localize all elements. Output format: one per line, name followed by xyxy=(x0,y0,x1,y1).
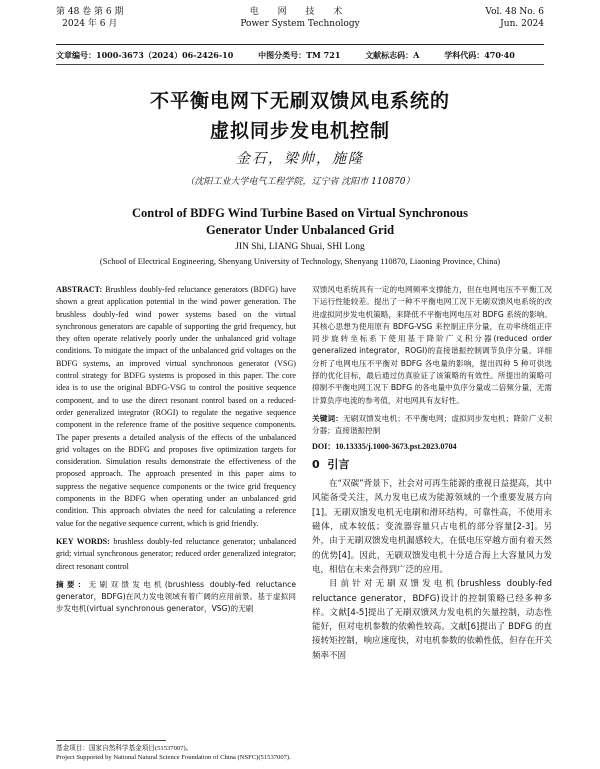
abstract-en xyxy=(56,284,296,530)
keywords-en xyxy=(56,536,296,573)
intro-paragraph-1: 在“双碳”背景下，社会对可再生能源的重视日益提高，其中风能备受关注，风力发电已成为能源领域的一个重要发展方向[1]。无刷双馈发电机无电刷和滑环结构，可靠性高，不使用永磁体，成本较低；变流器容量只占电机的部分容量[2-3]。另外，由于无刷双馈发电机漏感较大，在低电压穿越方面有着天然的优势[4]。因此，无刷双馈发电机十分适合海上大容量风力发电，相信在未来会得到广泛的应用。 xyxy=(312,479,552,575)
journal-name-en: Power System Technology xyxy=(240,19,360,29)
footnote-rule xyxy=(56,740,166,741)
keywords-cn-label: 关键词： xyxy=(312,413,343,423)
right-column xyxy=(312,284,552,663)
header-center xyxy=(56,6,544,30)
date-cn: 2024 年 6 月 xyxy=(62,19,118,29)
title-cn-line2: 虚拟同步发电机控制 xyxy=(209,120,390,142)
header-rule xyxy=(56,44,544,45)
funding-cn: 基金项目：国家自然科学基金项目(51537007)。 xyxy=(56,745,193,752)
volume-en: Vol. 48 No. 6 xyxy=(485,7,544,17)
funding-footnote xyxy=(56,744,296,762)
affiliation-en: (School of Electrical Engineering, Shenyang University of Technology, Shenyang 110870, Liaoning Province, China) xyxy=(99,256,501,266)
funding-en: Project Supported by National Natural Science Foundation of China (NSFC)(51537007). xyxy=(56,754,291,761)
section-title: 引言 xyxy=(327,457,350,471)
keywords-en-label: KEY WORDS: xyxy=(56,536,110,546)
title-en-line1: Control of BDFG Wind Turbine Based on Virtual Synchronous xyxy=(132,206,468,220)
article-number: 文章编号：1000-3673（2024）06-2426-10 xyxy=(56,50,234,60)
running-header xyxy=(56,6,544,46)
clc-number: 中图分类号：TM 721 xyxy=(258,50,341,60)
abstract-cn-text: 无刷双馈发电机(brushless doubly-fed reluctance generator，BDFG)在风力发电领域有着广阔的应用前景。基于虚拟同步发电机(virtual synchronous generator，VSG)的无刷 xyxy=(56,579,296,614)
date-en: Jun. 2024 xyxy=(500,19,544,29)
meta-rule xyxy=(56,64,544,65)
abstract-en-text: Brushless doubly-fed reluctance generators (BDFG) have shown a great application potential in the wind power generation. The brushless doubly-fed wind power systems based on the virtual synchronous generators are capable of supporting the grid frequency, but they often operate relatively poorly under the unbalanced grid voltage conditions. To mitigate the impact of the unbalanced grid voltages on the BDFG systems, an improved virtual synchronous generator (VSG) control strategy for BDFG systems is proposed in this paper. The core idea is to use the original BDFG-VSG to control the positive sequence component, and to use the direct resonant control based on a reduced-order generalized integrator (ROGI) to regulate the negative sequence component in the reference frame of the positive sequence components. The paper presents a detailed analysis of the effects of the unbalanced grid voltages on the BDFG and proposes five optimization targets for consideration. Simulation results demonstrate the effectiveness of the proposed approach. The approach presented in this paper aims to suppress the negative sequence components or the twice grid frequency components in the BDFG when operating under an unbalanced grid condition. This approach obviates the need for calculating a reference value for the negative sequence current, which is grid friendly. xyxy=(56,285,296,528)
intro-paragraph-2: 目前针对无刷双馈发电机(brushless doubly-fed reluctance generator，BDFG)设计的控制策略已经多种多样。文献[4-5]提出了无刷双馈风力发电机的矢量控制，动态性能好，但对电机参数的依赖性较高。文献[6]提出了 BDFG 的直接转矩控制，响应速度快，对电机参数的依赖性低，但存在开关频率不固 xyxy=(312,579,552,661)
title-en xyxy=(0,205,600,239)
header-right xyxy=(485,6,544,30)
section-number: 0 xyxy=(312,457,320,471)
doi: DOI：10.13335/j.1000-3673.pst.2023.0704 xyxy=(312,441,457,451)
volume-cn: 第 48 卷 第 6 期 xyxy=(56,7,124,17)
left-column xyxy=(56,284,296,616)
abstract-cn-continued: 双馈风电系统具有一定的电网频率支撑能力，但在电网电压不平衡工况下运行性能较差。提出了一种不平衡电网工况下无刷双馈风电系统的改进虚拟同步发电机策略，来降低不平衡电网电压对 BDFG 系统的影响。其核心思想为使用原有 BDFG-VSG 来控制正序分量，在功率绕组正序同步旋转坐标系下使用基于降阶广义积分器(reduced order generalized integrator，ROGI)的直接谐振控制调节负序分量。详细分析了电网电压不平衡对 BDFG 各电量的影响，提出四种 5 种可供选择的优化目标，最后通过仿真验证了该策略的有效性。所提出的策略可抑制不平衡电网工况下 BDFG 的各电量中负序分量或二倍频分量，无需计算负序电流的参考值，对电网具有友好性。 xyxy=(312,285,552,405)
authors-cn: 金石，梁帅，施隆 xyxy=(236,151,364,167)
document-code: 文献标志码：A xyxy=(365,50,420,60)
abstract-cn-label: 摘要： xyxy=(56,579,89,589)
abstract-en-label: ABSTRACT: xyxy=(56,285,103,294)
keywords-cn-text: 无刷双馈发电机；不平衡电网；虚拟同步发电机；降阶广义积分器；直接谐振控制 xyxy=(312,413,553,436)
abstract-cn-start xyxy=(56,579,296,616)
subject-code: 学科代码：470·40 xyxy=(444,50,515,60)
title-en-line2: Generator Under Unbalanced Grid xyxy=(205,223,395,237)
title-cn-line1: 不平衡电网下无刷双馈风电系统的 xyxy=(149,90,450,112)
journal-name-cn: 电 网 技 术 xyxy=(249,7,351,17)
authors-en: JIN Shi, LIANG Shuai, SHI Long xyxy=(235,242,365,252)
section-heading xyxy=(312,459,552,471)
keywords-cn xyxy=(312,413,552,438)
title-cn xyxy=(0,86,600,146)
affiliation-cn: （沈阳工业大学电气工程学院，辽宁省 沈阳市 110870） xyxy=(185,177,415,187)
keywords-en-text: brushless doubly-fed reluctance generator; unbalanced grid; virtual synchronous generator; reduced order generalized integrator; direct resonant control xyxy=(56,536,296,571)
article-meta xyxy=(56,50,544,61)
